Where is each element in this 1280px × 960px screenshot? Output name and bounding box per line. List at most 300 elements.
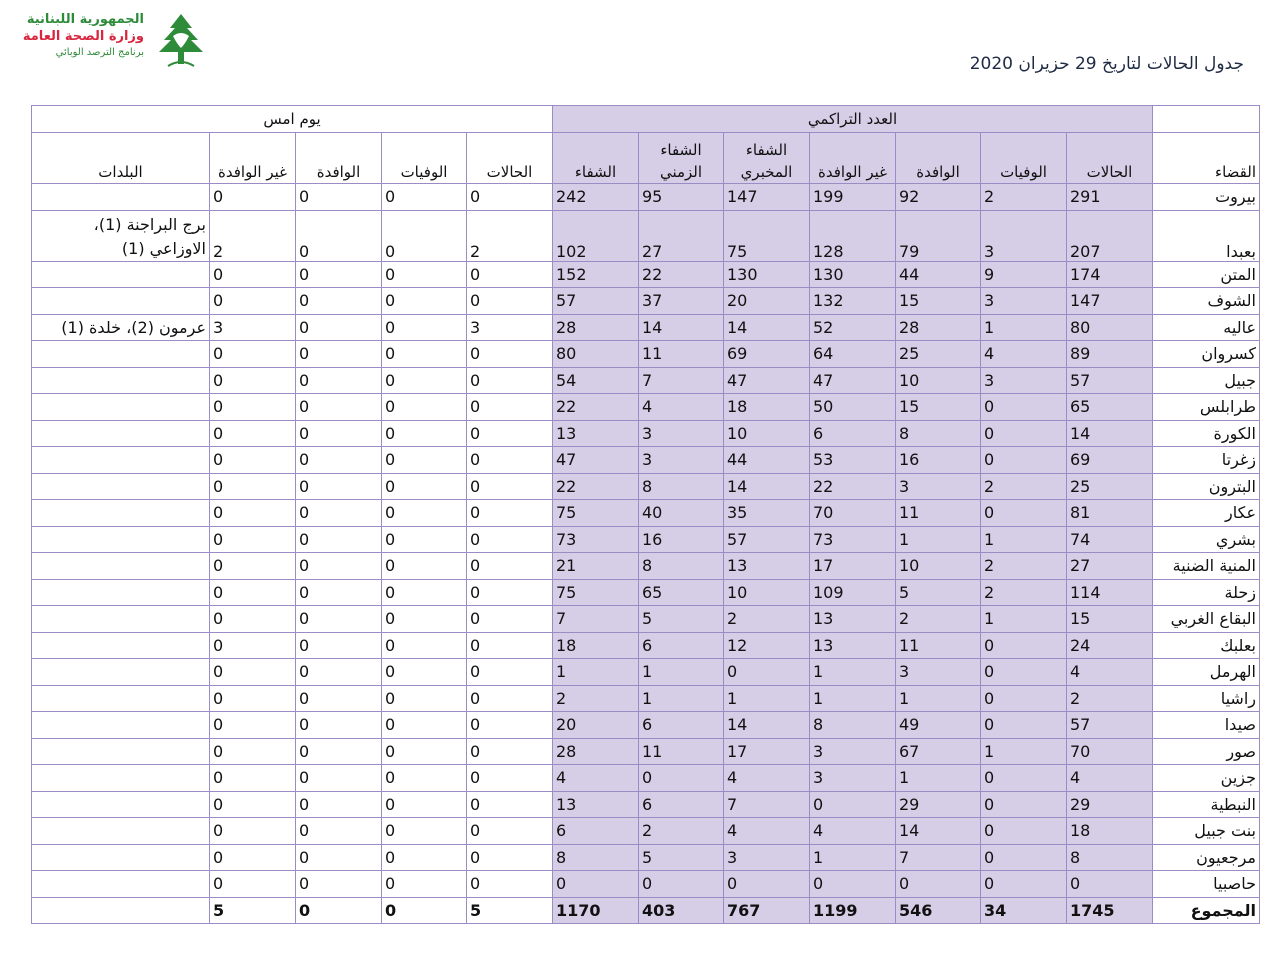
cell-yesterday-cases: 0 xyxy=(467,473,553,500)
cell-imported: 7 xyxy=(896,844,981,871)
logo-republic-text: الجمهورية اللبنانية xyxy=(26,12,144,27)
cell-cases: 4 xyxy=(1067,765,1153,792)
cell-towns xyxy=(32,659,210,686)
cell-time-recovery: 16 xyxy=(639,526,724,553)
cell-recovery: 0 xyxy=(553,871,639,898)
cell-cases: 69 xyxy=(1067,447,1153,474)
table-row xyxy=(32,871,1260,898)
cell-time-recovery: 403 xyxy=(639,897,724,924)
cell-deaths: 3 xyxy=(981,367,1067,394)
cell-yesterday-cases: 0 xyxy=(467,367,553,394)
cell-district: صيدا xyxy=(1153,712,1260,739)
table-row xyxy=(32,606,1260,633)
cell-yesterday-deaths: 0 xyxy=(382,210,467,261)
cell-lab-recovery: 44 xyxy=(724,447,810,474)
cell-yesterday-cases: 0 xyxy=(467,791,553,818)
cell-yesterday-local: 0 xyxy=(210,659,296,686)
cell-yesterday-imported: 0 xyxy=(296,738,382,765)
cell-recovery: 75 xyxy=(553,500,639,527)
cell-yesterday-cases: 0 xyxy=(467,184,553,211)
cell-recovery: 13 xyxy=(553,420,639,447)
cell-time-recovery: 6 xyxy=(639,632,724,659)
cell-yesterday-cases: 0 xyxy=(467,765,553,792)
cell-imported: 11 xyxy=(896,632,981,659)
cell-deaths: 0 xyxy=(981,420,1067,447)
cell-time-recovery: 1 xyxy=(639,659,724,686)
cell-yesterday-deaths: 0 xyxy=(382,341,467,368)
cell-towns xyxy=(32,606,210,633)
cell-district: طرابلس xyxy=(1153,394,1260,421)
cell-local: 17 xyxy=(810,553,896,580)
cell-yesterday-deaths: 0 xyxy=(382,526,467,553)
cell-lab-recovery: 57 xyxy=(724,526,810,553)
cell-district: الكورة xyxy=(1153,420,1260,447)
group-header-row xyxy=(32,106,1260,133)
table-row xyxy=(32,818,1260,845)
cell-imported: 15 xyxy=(896,288,981,315)
cell-yesterday-imported: 0 xyxy=(296,341,382,368)
logo-program-text: برنامج الترصد الوبائي xyxy=(55,47,144,58)
cell-yesterday-deaths: 0 xyxy=(382,261,467,288)
cell-lab-recovery: 3 xyxy=(724,844,810,871)
cell-time-recovery: 22 xyxy=(639,261,724,288)
cell-time-recovery: 7 xyxy=(639,367,724,394)
cell-cases: 15 xyxy=(1067,606,1153,633)
cell-deaths: 0 xyxy=(981,712,1067,739)
cell-yesterday-cases: 0 xyxy=(467,261,553,288)
cell-deaths: 0 xyxy=(981,871,1067,898)
table-row xyxy=(32,447,1260,474)
cell-yesterday-cases: 0 xyxy=(467,632,553,659)
cell-time-recovery: 37 xyxy=(639,288,724,315)
cell-yesterday-imported: 0 xyxy=(296,606,382,633)
cell-yesterday-imported: 0 xyxy=(296,553,382,580)
cell-imported: 29 xyxy=(896,791,981,818)
cell-deaths: 0 xyxy=(981,791,1067,818)
cell-lab-recovery: 0 xyxy=(724,871,810,898)
cell-imported: 1 xyxy=(896,765,981,792)
cell-yesterday-deaths: 0 xyxy=(382,791,467,818)
cell-towns xyxy=(32,447,210,474)
cell-yesterday-deaths: 0 xyxy=(382,818,467,845)
cell-lab-recovery: 17 xyxy=(724,738,810,765)
cell-deaths: 0 xyxy=(981,500,1067,527)
cell-district: بنت جبيل xyxy=(1153,818,1260,845)
cell-yesterday-imported: 0 xyxy=(296,184,382,211)
cell-yesterday-local: 0 xyxy=(210,184,296,211)
cell-district: جزين xyxy=(1153,765,1260,792)
cell-deaths: 0 xyxy=(981,394,1067,421)
cell-yesterday-cases: 0 xyxy=(467,818,553,845)
cell-imported: 79 xyxy=(896,210,981,261)
cell-recovery: 1 xyxy=(553,659,639,686)
cell-lab-recovery: 14 xyxy=(724,314,810,341)
cell-yesterday-imported: 0 xyxy=(296,447,382,474)
cell-yesterday-imported: 0 xyxy=(296,420,382,447)
header-lab-recovery: الشفاء المخبري xyxy=(724,133,810,184)
cell-towns xyxy=(32,712,210,739)
cell-local: 70 xyxy=(810,500,896,527)
table-row xyxy=(32,341,1260,368)
cell-yesterday-imported: 0 xyxy=(296,473,382,500)
logo-text xyxy=(18,12,144,61)
cell-cases: 89 xyxy=(1067,341,1153,368)
cell-recovery: 22 xyxy=(553,394,639,421)
cell-deaths: 1 xyxy=(981,738,1067,765)
cell-district: حاصبيا xyxy=(1153,871,1260,898)
cell-yesterday-cases: 0 xyxy=(467,659,553,686)
cell-yesterday-imported: 0 xyxy=(296,210,382,261)
cell-towns xyxy=(32,579,210,606)
table-row xyxy=(32,526,1260,553)
cell-yesterday-local: 0 xyxy=(210,288,296,315)
cell-yesterday-cases: 0 xyxy=(467,526,553,553)
cell-recovery: 75 xyxy=(553,579,639,606)
cell-recovery: 22 xyxy=(553,473,639,500)
cell-time-recovery: 4 xyxy=(639,394,724,421)
cell-deaths: 0 xyxy=(981,447,1067,474)
cell-deaths: 0 xyxy=(981,659,1067,686)
cell-yesterday-local: 0 xyxy=(210,553,296,580)
cell-imported: 44 xyxy=(896,261,981,288)
cell-time-recovery: 3 xyxy=(639,447,724,474)
cell-cases: 174 xyxy=(1067,261,1153,288)
table-row xyxy=(32,659,1260,686)
cell-local: 13 xyxy=(810,632,896,659)
cell-local: 128 xyxy=(810,210,896,261)
cell-local: 0 xyxy=(810,791,896,818)
cell-yesterday-imported: 0 xyxy=(296,367,382,394)
cell-deaths: 1 xyxy=(981,526,1067,553)
cell-recovery: 57 xyxy=(553,288,639,315)
cell-yesterday-local: 0 xyxy=(210,420,296,447)
cell-recovery: 102 xyxy=(553,210,639,261)
table-row xyxy=(32,685,1260,712)
cell-time-recovery: 65 xyxy=(639,579,724,606)
cell-time-recovery: 1 xyxy=(639,685,724,712)
cell-local: 53 xyxy=(810,447,896,474)
cell-time-recovery: 8 xyxy=(639,473,724,500)
corner-cell xyxy=(1153,106,1260,133)
cell-imported: 92 xyxy=(896,184,981,211)
cell-yesterday-cases: 0 xyxy=(467,394,553,421)
cell-towns: عرمون (2)، خلدة (1) xyxy=(32,314,210,341)
cell-district: راشيا xyxy=(1153,685,1260,712)
cell-yesterday-deaths: 0 xyxy=(382,738,467,765)
cell-yesterday-local: 0 xyxy=(210,818,296,845)
cell-yesterday-cases: 0 xyxy=(467,712,553,739)
cell-recovery: 47 xyxy=(553,447,639,474)
cell-local: 1199 xyxy=(810,897,896,924)
cell-lab-recovery: 13 xyxy=(724,553,810,580)
cell-towns xyxy=(32,288,210,315)
cell-lab-recovery: 4 xyxy=(724,765,810,792)
cell-cases: 80 xyxy=(1067,314,1153,341)
cell-cases: 14 xyxy=(1067,420,1153,447)
cell-local: 50 xyxy=(810,394,896,421)
cell-yesterday-deaths: 0 xyxy=(382,420,467,447)
cell-imported: 2 xyxy=(896,606,981,633)
table-row xyxy=(32,261,1260,288)
table-row xyxy=(32,791,1260,818)
cell-lab-recovery: 1 xyxy=(724,685,810,712)
cell-yesterday-deaths: 0 xyxy=(382,367,467,394)
cell-towns xyxy=(32,553,210,580)
cell-local: 73 xyxy=(810,526,896,553)
cell-yesterday-cases: 0 xyxy=(467,871,553,898)
cell-yesterday-deaths: 0 xyxy=(382,579,467,606)
cell-lab-recovery: 18 xyxy=(724,394,810,421)
cell-yesterday-cases: 0 xyxy=(467,606,553,633)
cell-deaths: 3 xyxy=(981,288,1067,315)
cell-cases: 147 xyxy=(1067,288,1153,315)
cell-recovery: 1170 xyxy=(553,897,639,924)
header-yesterday-cases: الحالات xyxy=(467,133,553,184)
table-row xyxy=(32,632,1260,659)
cell-local: 8 xyxy=(810,712,896,739)
cell-imported: 5 xyxy=(896,579,981,606)
cell-deaths: 4 xyxy=(981,341,1067,368)
cell-recovery: 21 xyxy=(553,553,639,580)
cell-yesterday-local: 0 xyxy=(210,473,296,500)
cell-yesterday-imported: 0 xyxy=(296,897,382,924)
cell-yesterday-imported: 0 xyxy=(296,500,382,527)
logo-ministry-text: وزارة الصحة العامة xyxy=(22,29,144,44)
cell-yesterday-cases: 0 xyxy=(467,341,553,368)
cell-yesterday-local: 0 xyxy=(210,685,296,712)
cell-yesterday-local: 0 xyxy=(210,447,296,474)
cell-lab-recovery: 14 xyxy=(724,473,810,500)
cell-yesterday-deaths: 0 xyxy=(382,659,467,686)
cell-time-recovery: 2 xyxy=(639,818,724,845)
cell-time-recovery: 6 xyxy=(639,712,724,739)
cell-yesterday-deaths: 0 xyxy=(382,712,467,739)
cell-yesterday-deaths: 0 xyxy=(382,288,467,315)
cell-yesterday-deaths: 0 xyxy=(382,844,467,871)
cell-local: 1 xyxy=(810,659,896,686)
cell-lab-recovery: 12 xyxy=(724,632,810,659)
cell-imported: 15 xyxy=(896,394,981,421)
cell-yesterday-local: 5 xyxy=(210,897,296,924)
table-row xyxy=(32,184,1260,211)
cell-deaths: 2 xyxy=(981,184,1067,211)
cell-imported: 10 xyxy=(896,367,981,394)
cell-cases: 2 xyxy=(1067,685,1153,712)
cell-yesterday-imported: 0 xyxy=(296,871,382,898)
table-row xyxy=(32,314,1260,341)
cell-imported: 8 xyxy=(896,420,981,447)
cell-towns xyxy=(32,791,210,818)
cell-imported: 10 xyxy=(896,553,981,580)
cell-deaths: 3 xyxy=(981,210,1067,261)
cell-local: 1 xyxy=(810,685,896,712)
header-district: القضاء xyxy=(1153,133,1260,184)
table-row xyxy=(32,210,1260,261)
cell-district: المتن xyxy=(1153,261,1260,288)
cell-towns xyxy=(32,394,210,421)
cell-yesterday-imported: 0 xyxy=(296,791,382,818)
page-title: جدول الحالات لتاريخ 29 حزيران 2020 xyxy=(969,54,1244,74)
table-row xyxy=(32,765,1260,792)
cell-deaths: 34 xyxy=(981,897,1067,924)
cell-yesterday-local: 0 xyxy=(210,712,296,739)
cell-imported: 14 xyxy=(896,818,981,845)
cell-deaths: 2 xyxy=(981,579,1067,606)
cell-deaths: 2 xyxy=(981,473,1067,500)
cell-district: بيروت xyxy=(1153,184,1260,211)
cell-district: بعلبك xyxy=(1153,632,1260,659)
cell-yesterday-local: 3 xyxy=(210,314,296,341)
cell-yesterday-deaths: 0 xyxy=(382,632,467,659)
cell-deaths: 0 xyxy=(981,844,1067,871)
cell-yesterday-deaths: 0 xyxy=(382,685,467,712)
cell-yesterday-local: 0 xyxy=(210,606,296,633)
cell-local: 13 xyxy=(810,606,896,633)
cell-yesterday-local: 0 xyxy=(210,871,296,898)
cell-towns xyxy=(32,685,210,712)
cedar-icon xyxy=(150,10,212,68)
cell-yesterday-cases: 0 xyxy=(467,579,553,606)
cell-time-recovery: 8 xyxy=(639,553,724,580)
cell-recovery: 152 xyxy=(553,261,639,288)
cell-local: 109 xyxy=(810,579,896,606)
cell-imported: 3 xyxy=(896,659,981,686)
ministry-logo xyxy=(18,10,218,72)
cell-lab-recovery: 14 xyxy=(724,712,810,739)
cell-recovery: 80 xyxy=(553,341,639,368)
cell-time-recovery: 40 xyxy=(639,500,724,527)
cell-towns xyxy=(32,526,210,553)
cell-yesterday-local: 0 xyxy=(210,261,296,288)
cell-district: زحلة xyxy=(1153,579,1260,606)
cell-district: المجموع xyxy=(1153,897,1260,924)
cell-yesterday-deaths: 0 xyxy=(382,606,467,633)
cell-cases: 57 xyxy=(1067,367,1153,394)
cell-towns xyxy=(32,473,210,500)
cell-yesterday-cases: 0 xyxy=(467,553,553,580)
cell-imported: 28 xyxy=(896,314,981,341)
cell-local: 132 xyxy=(810,288,896,315)
cell-imported: 3 xyxy=(896,473,981,500)
cell-cases: 70 xyxy=(1067,738,1153,765)
header-yesterday-local: غير الوافدة xyxy=(210,133,296,184)
cell-yesterday-local: 0 xyxy=(210,791,296,818)
cell-time-recovery: 0 xyxy=(639,765,724,792)
cell-recovery: 20 xyxy=(553,712,639,739)
cell-time-recovery: 27 xyxy=(639,210,724,261)
cell-imported: 49 xyxy=(896,712,981,739)
cell-deaths: 2 xyxy=(981,553,1067,580)
cell-yesterday-local: 0 xyxy=(210,632,296,659)
cell-local: 4 xyxy=(810,818,896,845)
cell-towns xyxy=(32,871,210,898)
cell-lab-recovery: 147 xyxy=(724,184,810,211)
cell-yesterday-deaths: 0 xyxy=(382,314,467,341)
cell-lab-recovery: 75 xyxy=(724,210,810,261)
cell-yesterday-local: 0 xyxy=(210,844,296,871)
cell-recovery: 73 xyxy=(553,526,639,553)
cell-district: عاليه xyxy=(1153,314,1260,341)
cell-imported: 11 xyxy=(896,500,981,527)
cell-towns: برج البراجنة (1)، الاوزاعي (1) xyxy=(32,210,210,261)
cell-time-recovery: 5 xyxy=(639,844,724,871)
cell-cases: 1745 xyxy=(1067,897,1153,924)
header-cases: الحالات xyxy=(1067,133,1153,184)
cell-towns xyxy=(32,420,210,447)
cell-imported: 25 xyxy=(896,341,981,368)
table-total-row xyxy=(32,897,1260,924)
cell-yesterday-deaths: 0 xyxy=(382,184,467,211)
cell-deaths: 0 xyxy=(981,765,1067,792)
cell-yesterday-imported: 0 xyxy=(296,314,382,341)
cell-local: 3 xyxy=(810,765,896,792)
yesterday-group-header: يوم امس xyxy=(32,106,553,133)
cell-recovery: 18 xyxy=(553,632,639,659)
cell-yesterday-imported: 0 xyxy=(296,288,382,315)
cell-local: 1 xyxy=(810,844,896,871)
cell-yesterday-deaths: 0 xyxy=(382,394,467,421)
cell-time-recovery: 11 xyxy=(639,738,724,765)
cell-yesterday-cases: 0 xyxy=(467,738,553,765)
cell-district: بعبدا xyxy=(1153,210,1260,261)
cell-yesterday-imported: 0 xyxy=(296,261,382,288)
cell-time-recovery: 95 xyxy=(639,184,724,211)
cell-cases: 114 xyxy=(1067,579,1153,606)
cell-time-recovery: 6 xyxy=(639,791,724,818)
cell-recovery: 4 xyxy=(553,765,639,792)
cell-district: جبيل xyxy=(1153,367,1260,394)
cell-local: 0 xyxy=(810,871,896,898)
cell-local: 130 xyxy=(810,261,896,288)
cell-towns xyxy=(32,765,210,792)
table-row xyxy=(32,420,1260,447)
cases-table xyxy=(31,105,1260,924)
cell-recovery: 6 xyxy=(553,818,639,845)
cell-lab-recovery: 0 xyxy=(724,659,810,686)
cell-deaths: 9 xyxy=(981,261,1067,288)
cumulative-group-header: العدد التراكمي xyxy=(553,106,1153,133)
column-header-row xyxy=(32,133,1260,184)
cell-yesterday-deaths: 0 xyxy=(382,553,467,580)
cell-cases: 4 xyxy=(1067,659,1153,686)
cell-yesterday-cases: 5 xyxy=(467,897,553,924)
cell-district: بشري xyxy=(1153,526,1260,553)
cell-yesterday-imported: 0 xyxy=(296,685,382,712)
cell-yesterday-cases: 0 xyxy=(467,420,553,447)
table-row xyxy=(32,579,1260,606)
cell-yesterday-local: 0 xyxy=(210,367,296,394)
cell-lab-recovery: 47 xyxy=(724,367,810,394)
cell-yesterday-cases: 2 xyxy=(467,210,553,261)
cell-yesterday-deaths: 0 xyxy=(382,765,467,792)
cell-deaths: 0 xyxy=(981,685,1067,712)
cell-yesterday-local: 0 xyxy=(210,526,296,553)
table-body xyxy=(32,106,1260,924)
cell-local: 22 xyxy=(810,473,896,500)
cell-yesterday-local: 0 xyxy=(210,394,296,421)
cell-yesterday-local: 0 xyxy=(210,765,296,792)
cell-local: 6 xyxy=(810,420,896,447)
header-towns: البلدات xyxy=(32,133,210,184)
cell-time-recovery: 3 xyxy=(639,420,724,447)
cell-imported: 1 xyxy=(896,526,981,553)
table-row xyxy=(32,553,1260,580)
cell-yesterday-imported: 0 xyxy=(296,659,382,686)
cell-district: مرجعيون xyxy=(1153,844,1260,871)
cell-yesterday-cases: 0 xyxy=(467,844,553,871)
cell-lab-recovery: 2 xyxy=(724,606,810,633)
table-row xyxy=(32,288,1260,315)
